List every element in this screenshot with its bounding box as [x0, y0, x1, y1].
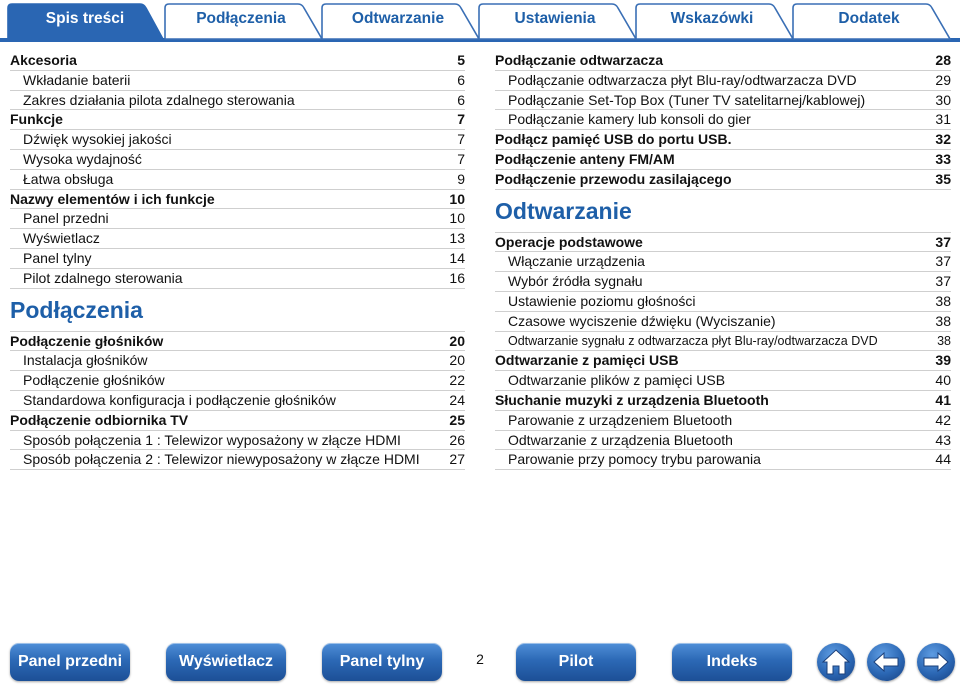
toc-chapter-entry[interactable]	[495, 51, 951, 71]
toc-entry-page: 38	[937, 333, 951, 348]
toc-entry[interactable]	[10, 371, 465, 391]
toc-entry[interactable]	[495, 450, 951, 470]
toc-entry[interactable]	[495, 312, 951, 332]
toc-entry[interactable]	[495, 411, 951, 431]
toc-entry-title: Podłączenie głośników	[10, 332, 164, 349]
toc-chapter-entry[interactable]	[495, 233, 951, 253]
toc-entry-title: Akcesoria	[10, 52, 77, 68]
tab-playback[interactable]: Odtwarzanie	[351, 10, 445, 27]
toc-entry[interactable]	[10, 91, 465, 111]
home-icon	[817, 643, 855, 681]
toc-entry-page: 6	[457, 71, 465, 88]
toc-entry[interactable]	[10, 351, 465, 371]
tab-bar	[0, 0, 960, 44]
toc-entry-title: Odtwarzanie z urządzenia Bluetooth	[508, 431, 733, 448]
toc-entry[interactable]	[495, 292, 951, 312]
toc-entry[interactable]	[495, 272, 951, 292]
toc-entry[interactable]	[495, 252, 951, 272]
toc-entry[interactable]	[495, 110, 951, 130]
toc-entry-title: Wyświetlacz	[23, 230, 100, 247]
toc-entry-title: Panel przedni	[23, 210, 109, 227]
home-button[interactable]	[817, 643, 855, 681]
toc-entry-page: 37	[935, 253, 951, 270]
toc-entry-title: Odtwarzanie z pamięci USB	[495, 352, 679, 369]
toc-entry-page: 10	[449, 210, 465, 227]
toc-entry[interactable]	[10, 130, 465, 150]
toc-entry-page: 32	[935, 131, 951, 148]
forward-arrow-icon	[917, 643, 955, 681]
toc-entry-title: Zakres działania pilota zdalnego sterowania	[23, 91, 295, 108]
tab-contents[interactable]: Spis treści	[45, 10, 125, 27]
toc-entry[interactable]	[10, 431, 465, 451]
toc-entry-title: Czasowe wyciszenie dźwięku (Wyciszanie)	[508, 312, 776, 329]
toc-entry-page: 42	[935, 411, 951, 428]
toc-entry-page: 24	[449, 391, 465, 408]
toc-entry-page: 14	[449, 249, 465, 266]
toc-entry-title: Wysoka wydajność	[23, 150, 142, 167]
toc-chapter-entry[interactable]	[10, 190, 465, 210]
toc-entry-page: 41	[935, 391, 951, 408]
toc-entry-page: 29	[935, 71, 951, 88]
toc-entry-page: 27	[449, 451, 465, 468]
toc-entry-page: 7	[457, 131, 465, 148]
back-arrow-icon	[867, 643, 905, 681]
back-button[interactable]	[867, 643, 905, 681]
toc-entry-title: Odtwarzanie plików z pamięci USB	[508, 372, 726, 389]
toc-chapter-entry[interactable]	[495, 391, 951, 411]
toc-entry-title: Parowanie z urządzeniem Bluetooth	[508, 411, 733, 428]
toc-entry-title: Podłączanie Set-Top Box (Tuner TV satelitarnej/kablowej)	[508, 91, 866, 108]
rear-panel-button[interactable]: Panel tylny	[322, 643, 442, 681]
toc-entry-title: Parowanie przy pomocy trybu parowania	[508, 451, 761, 468]
toc-entry-page: 5	[457, 52, 465, 68]
toc-entry[interactable]	[10, 249, 465, 269]
toc-entry-page: 9	[457, 170, 465, 187]
toc-entry-title: Podłączenie anteny FM/AM	[495, 150, 675, 167]
tab-appendix[interactable]: Dodatek	[838, 10, 900, 27]
toc-entry[interactable]	[10, 229, 465, 249]
toc-entry-title: Instalacja głośników	[23, 352, 148, 369]
toc-entry[interactable]	[10, 150, 465, 170]
page-number: 2	[476, 651, 484, 667]
toc-entry-title: Podłączanie odtwarzacza płyt Blu-ray/odtwarzacza DVD	[508, 71, 857, 88]
index-button[interactable]: Indeks	[672, 643, 792, 681]
toc-entry[interactable]	[495, 431, 951, 451]
toc-entry-title: Podłączenie odbiornika TV	[10, 411, 189, 428]
section-heading[interactable]: Podłączenia	[10, 289, 465, 332]
toc-chapter-entry[interactable]	[10, 411, 465, 431]
toc-entry-title: Panel tylny	[23, 249, 92, 266]
remote-button[interactable]: Pilot	[516, 643, 636, 681]
toc-entry-title: Nazwy elementów i ich funkcje	[10, 190, 215, 207]
toc-entry-page: 38	[935, 292, 951, 309]
toc-entry[interactable]	[10, 71, 465, 91]
toc-entry-title: Sposób połączenia 2 : Telewizor niewyposażony w złącze HDMI	[23, 451, 420, 468]
toc-entry-page: 44	[935, 451, 951, 468]
toc-entry-title: Podłączanie odtwarzacza	[495, 52, 664, 68]
toc-entry[interactable]	[10, 209, 465, 229]
toc-chapter-entry[interactable]	[10, 51, 465, 71]
toc-entry-page: 7	[457, 111, 465, 128]
toc-entry-title: Podłączanie kamery lub konsoli do gier	[508, 111, 751, 128]
toc-chapter-entry[interactable]	[495, 351, 951, 371]
toc-entry-page: 43	[935, 431, 951, 448]
toc-entry-title: Pilot zdalnego sterowania	[23, 269, 183, 286]
toc-entry[interactable]	[10, 450, 465, 470]
toc-right-column	[495, 51, 951, 470]
toc-entry[interactable]	[495, 332, 951, 352]
toc-entry-title: Operacje podstawowe	[495, 233, 643, 250]
front-panel-button[interactable]: Panel przedni	[10, 643, 130, 681]
toc-entry-page: 33	[935, 150, 951, 167]
toc-chapter-entry[interactable]	[495, 150, 951, 170]
tab-connections[interactable]: Podłączenia	[196, 10, 286, 27]
toc-entry[interactable]	[10, 170, 465, 190]
toc-entry-title: Odtwarzanie sygnału z odtwarzacza płyt Blu-ray/odtwarzacza DVD	[508, 333, 878, 348]
toc-entry-page: 40	[935, 372, 951, 389]
toc-entry-title: Włączanie urządzenia	[508, 253, 645, 270]
forward-button[interactable]	[917, 643, 955, 681]
toc-entry-page: 22	[449, 372, 465, 389]
toc-entry-page: 35	[935, 170, 951, 187]
toc-entry[interactable]	[495, 71, 951, 91]
toc-entry-page: 37	[935, 233, 951, 250]
toc-entry-page: 39	[935, 352, 951, 369]
toc-entry-page: 16	[449, 269, 465, 286]
toc-entry-page: 7	[457, 150, 465, 167]
toc-entry-page: 20	[449, 352, 465, 369]
toc-entry-title: Słuchanie muzyki z urządzenia Bluetooth	[495, 391, 769, 408]
toc-left-column	[10, 51, 465, 470]
toc-entry-page: 28	[935, 52, 951, 68]
toc-entry-page: 31	[935, 111, 951, 128]
toc-entry-page: 6	[457, 91, 465, 108]
display-button[interactable]: Wyświetlacz	[166, 643, 286, 681]
toc-entry-title: Wkładanie baterii	[23, 71, 131, 88]
toc-entry-title: Funkcje	[10, 111, 63, 128]
toc-entry-page: 26	[449, 431, 465, 448]
toc-entry-title: Podłączenie przewodu zasilającego	[495, 170, 732, 187]
toc-entry[interactable]	[10, 269, 465, 289]
toc-entry-title: Wybór źródła sygnału	[508, 273, 643, 290]
toc-entry[interactable]	[10, 391, 465, 411]
toc-entry-title: Sposób połączenia 1 : Telewizor wyposażony w złącze HDMI	[23, 431, 401, 448]
toc-chapter-entry[interactable]	[10, 110, 465, 130]
tab-tips[interactable]: Wskazówki	[670, 10, 754, 27]
toc-chapter-entry[interactable]	[495, 130, 951, 150]
toc-entry-page: 38	[935, 312, 951, 329]
toc-entry-title: Łatwa obsługa	[23, 170, 114, 187]
toc-entry-page: 25	[449, 411, 465, 428]
toc-entry[interactable]	[495, 91, 951, 111]
toc-entry-page: 10	[449, 190, 465, 207]
toc-entry-page: 37	[935, 273, 951, 290]
toc-entry-title: Ustawienie poziomu głośności	[508, 292, 696, 309]
tab-settings[interactable]: Ustawienia	[514, 10, 596, 27]
toc-chapter-entry[interactable]	[495, 170, 951, 190]
toc-entry-page: 20	[449, 332, 465, 349]
toc-entry-title: Podłącz pamięć USB do portu USB.	[495, 131, 732, 148]
toc-entry[interactable]	[495, 371, 951, 391]
toc-chapter-entry[interactable]	[10, 332, 465, 352]
toc-entry-page: 30	[935, 91, 951, 108]
toc-entry-title: Standardowa konfiguracja i podłączenie głośników	[23, 391, 336, 408]
toc-entry-page: 13	[449, 230, 465, 247]
section-heading[interactable]: Odtwarzanie	[495, 190, 951, 233]
toc-entry-title: Dźwięk wysokiej jakości	[23, 131, 172, 148]
toc-entry-title: Podłączenie głośników	[23, 372, 165, 389]
